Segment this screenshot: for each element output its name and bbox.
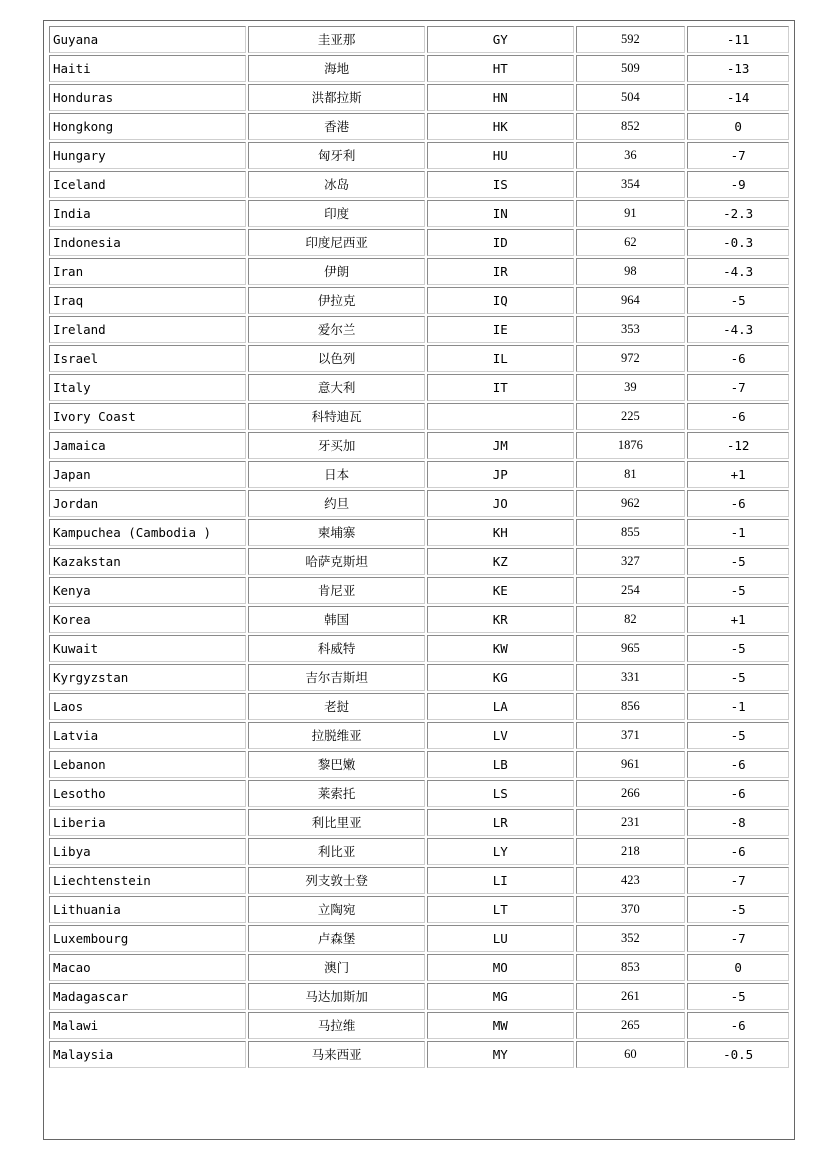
time-difference: -5	[687, 983, 789, 1010]
time-difference: -6	[687, 403, 789, 430]
country-name-english: Hongkong	[49, 113, 246, 140]
country-iso-code: LS	[427, 780, 573, 807]
dialing-code: 62	[576, 229, 686, 256]
table-row	[49, 345, 789, 372]
time-difference: -9	[687, 171, 789, 198]
dialing-code: 81	[576, 461, 686, 488]
country-name-english: Kuwait	[49, 635, 246, 662]
time-difference: -6	[687, 490, 789, 517]
time-difference: -6	[687, 780, 789, 807]
country-iso-code: KZ	[427, 548, 573, 575]
country-name-english: Iran	[49, 258, 246, 285]
dialing-code: 504	[576, 84, 686, 111]
time-difference: -7	[687, 925, 789, 952]
dialing-code: 265	[576, 1012, 686, 1039]
dialing-code: 371	[576, 722, 686, 749]
country-iso-code: MO	[427, 954, 573, 981]
country-name-english: Japan	[49, 461, 246, 488]
time-difference: -6	[687, 838, 789, 865]
country-name-chinese: 马来西亚	[248, 1041, 425, 1068]
dialing-code: 82	[576, 606, 686, 633]
country-iso-code: LI	[427, 867, 573, 894]
country-iso-code: JO	[427, 490, 573, 517]
country-name-chinese: 拉脱维亚	[248, 722, 425, 749]
country-name-chinese: 香港	[248, 113, 425, 140]
country-name-chinese: 爱尔兰	[248, 316, 425, 343]
time-difference: -14	[687, 84, 789, 111]
table-row	[49, 664, 789, 691]
dialing-code: 352	[576, 925, 686, 952]
country-iso-code: LU	[427, 925, 573, 952]
table-row	[49, 867, 789, 894]
country-iso-code: HT	[427, 55, 573, 82]
time-difference: 0	[687, 954, 789, 981]
time-difference: 0	[687, 113, 789, 140]
country-name-english: Iceland	[49, 171, 246, 198]
dialing-code: 60	[576, 1041, 686, 1068]
country-name-english: Iraq	[49, 287, 246, 314]
country-name-english: Indonesia	[49, 229, 246, 256]
table-row	[49, 1012, 789, 1039]
time-difference: -2.3	[687, 200, 789, 227]
table-row	[49, 809, 789, 836]
time-difference: -1	[687, 693, 789, 720]
country-name-english: Kazakstan	[49, 548, 246, 575]
country-iso-code	[427, 403, 573, 430]
dialing-code: 354	[576, 171, 686, 198]
dialing-code: 592	[576, 26, 686, 53]
country-iso-code: IQ	[427, 287, 573, 314]
country-name-english: Hungary	[49, 142, 246, 169]
country-name-chinese: 科特迪瓦	[248, 403, 425, 430]
time-difference: -5	[687, 287, 789, 314]
dialing-code: 98	[576, 258, 686, 285]
country-name-chinese: 肯尼亚	[248, 577, 425, 604]
country-name-english: Latvia	[49, 722, 246, 749]
time-difference: +1	[687, 461, 789, 488]
country-name-english: Madagascar	[49, 983, 246, 1010]
country-iso-code: MG	[427, 983, 573, 1010]
country-name-chinese: 老挝	[248, 693, 425, 720]
country-iso-code: JM	[427, 432, 573, 459]
country-name-english: India	[49, 200, 246, 227]
country-name-english: Laos	[49, 693, 246, 720]
country-iso-code: KH	[427, 519, 573, 546]
dialing-code: 853	[576, 954, 686, 981]
dialing-code: 1876	[576, 432, 686, 459]
time-difference: -7	[687, 142, 789, 169]
dialing-code: 855	[576, 519, 686, 546]
dialing-code: 856	[576, 693, 686, 720]
country-name-chinese: 印度尼西亚	[248, 229, 425, 256]
time-difference: -5	[687, 722, 789, 749]
time-difference: -5	[687, 548, 789, 575]
table-row	[49, 925, 789, 952]
table-row	[49, 403, 789, 430]
country-iso-code: HU	[427, 142, 573, 169]
country-code-table	[47, 24, 791, 1070]
time-difference: -6	[687, 1012, 789, 1039]
country-name-chinese: 列支敦士登	[248, 867, 425, 894]
country-name-chinese: 意大利	[248, 374, 425, 401]
country-iso-code: LV	[427, 722, 573, 749]
table-row	[49, 751, 789, 778]
dialing-code: 327	[576, 548, 686, 575]
time-difference: -11	[687, 26, 789, 53]
table-row	[49, 838, 789, 865]
table-row	[49, 1041, 789, 1068]
country-name-english: Malaysia	[49, 1041, 246, 1068]
time-difference: -5	[687, 664, 789, 691]
country-name-english: Kyrgyzstan	[49, 664, 246, 691]
table-row	[49, 490, 789, 517]
country-name-chinese: 圭亚那	[248, 26, 425, 53]
dialing-code: 509	[576, 55, 686, 82]
table-row	[49, 983, 789, 1010]
dialing-code: 331	[576, 664, 686, 691]
time-difference: -7	[687, 374, 789, 401]
table-row	[49, 606, 789, 633]
time-difference: -5	[687, 896, 789, 923]
country-iso-code: IT	[427, 374, 573, 401]
country-name-english: Luxembourg	[49, 925, 246, 952]
country-name-english: Haiti	[49, 55, 246, 82]
time-difference: -8	[687, 809, 789, 836]
table-row	[49, 374, 789, 401]
country-name-chinese: 伊拉克	[248, 287, 425, 314]
dialing-code: 91	[576, 200, 686, 227]
table-row	[49, 200, 789, 227]
table-row	[49, 229, 789, 256]
dialing-code: 36	[576, 142, 686, 169]
country-name-english: Honduras	[49, 84, 246, 111]
dialing-code: 964	[576, 287, 686, 314]
country-name-english: Lebanon	[49, 751, 246, 778]
country-iso-code: HN	[427, 84, 573, 111]
table-row	[49, 142, 789, 169]
time-difference: +1	[687, 606, 789, 633]
country-name-chinese: 以色列	[248, 345, 425, 372]
table-row	[49, 635, 789, 662]
time-difference: -5	[687, 635, 789, 662]
country-iso-code: HK	[427, 113, 573, 140]
country-name-chinese: 匈牙利	[248, 142, 425, 169]
country-name-chinese: 利比里亚	[248, 809, 425, 836]
country-iso-code: LT	[427, 896, 573, 923]
dialing-code: 231	[576, 809, 686, 836]
dialing-code: 39	[576, 374, 686, 401]
dialing-code: 225	[576, 403, 686, 430]
country-iso-code: ID	[427, 229, 573, 256]
country-iso-code: IR	[427, 258, 573, 285]
table-row	[49, 461, 789, 488]
time-difference: -1	[687, 519, 789, 546]
country-name-english: Ivory Coast	[49, 403, 246, 430]
dialing-code: 962	[576, 490, 686, 517]
time-difference: -6	[687, 751, 789, 778]
table-row	[49, 896, 789, 923]
country-name-chinese: 海地	[248, 55, 425, 82]
table-row	[49, 577, 789, 604]
table-row	[49, 693, 789, 720]
table-row	[49, 26, 789, 53]
country-name-chinese: 伊朗	[248, 258, 425, 285]
table-row	[49, 316, 789, 343]
country-name-chinese: 牙买加	[248, 432, 425, 459]
country-name-chinese: 哈萨克斯坦	[248, 548, 425, 575]
country-name-chinese: 澳门	[248, 954, 425, 981]
country-iso-code: GY	[427, 26, 573, 53]
country-name-english: Jamaica	[49, 432, 246, 459]
country-name-english: Liberia	[49, 809, 246, 836]
table-row	[49, 780, 789, 807]
dialing-code: 254	[576, 577, 686, 604]
country-iso-code: LA	[427, 693, 573, 720]
country-name-english: Macao	[49, 954, 246, 981]
table-row	[49, 432, 789, 459]
dialing-code: 218	[576, 838, 686, 865]
country-name-chinese: 韩国	[248, 606, 425, 633]
time-difference: -12	[687, 432, 789, 459]
table-row	[49, 113, 789, 140]
dialing-code: 261	[576, 983, 686, 1010]
time-difference: -4.3	[687, 316, 789, 343]
time-difference: -0.3	[687, 229, 789, 256]
time-difference: -6	[687, 345, 789, 372]
country-name-chinese: 莱索托	[248, 780, 425, 807]
country-name-chinese: 立陶宛	[248, 896, 425, 923]
table-row	[49, 954, 789, 981]
country-name-chinese: 黎巴嫩	[248, 751, 425, 778]
time-difference: -0.5	[687, 1041, 789, 1068]
country-name-chinese: 马达加斯加	[248, 983, 425, 1010]
country-iso-code: KG	[427, 664, 573, 691]
dialing-code: 961	[576, 751, 686, 778]
time-difference: -13	[687, 55, 789, 82]
table-row	[49, 55, 789, 82]
country-code-table-frame	[43, 20, 795, 1140]
country-iso-code: IN	[427, 200, 573, 227]
country-iso-code: MY	[427, 1041, 573, 1068]
dialing-code: 852	[576, 113, 686, 140]
table-row	[49, 171, 789, 198]
country-name-english: Kenya	[49, 577, 246, 604]
country-iso-code: IL	[427, 345, 573, 372]
country-name-chinese: 卢森堡	[248, 925, 425, 952]
time-difference: -7	[687, 867, 789, 894]
table-row	[49, 84, 789, 111]
dialing-code: 423	[576, 867, 686, 894]
country-iso-code: KW	[427, 635, 573, 662]
time-difference: -5	[687, 577, 789, 604]
country-name-english: Ireland	[49, 316, 246, 343]
dialing-code: 972	[576, 345, 686, 372]
country-iso-code: JP	[427, 461, 573, 488]
table-row	[49, 722, 789, 749]
country-name-english: Korea	[49, 606, 246, 633]
dialing-code: 370	[576, 896, 686, 923]
country-name-english: Guyana	[49, 26, 246, 53]
country-name-english: Libya	[49, 838, 246, 865]
country-name-chinese: 利比亚	[248, 838, 425, 865]
country-name-chinese: 洪都拉斯	[248, 84, 425, 111]
country-iso-code: KR	[427, 606, 573, 633]
country-iso-code: LY	[427, 838, 573, 865]
country-iso-code: LR	[427, 809, 573, 836]
country-iso-code: KE	[427, 577, 573, 604]
country-iso-code: LB	[427, 751, 573, 778]
dialing-code: 965	[576, 635, 686, 662]
table-row	[49, 548, 789, 575]
table-row	[49, 519, 789, 546]
dialing-code: 353	[576, 316, 686, 343]
country-iso-code: IS	[427, 171, 573, 198]
country-name-chinese: 柬埔寨	[248, 519, 425, 546]
country-name-chinese: 日本	[248, 461, 425, 488]
dialing-code: 266	[576, 780, 686, 807]
country-name-chinese: 吉尔吉斯坦	[248, 664, 425, 691]
country-name-english: Liechtenstein	[49, 867, 246, 894]
country-name-chinese: 印度	[248, 200, 425, 227]
country-name-english: Malawi	[49, 1012, 246, 1039]
time-difference: -4.3	[687, 258, 789, 285]
country-name-chinese: 马拉维	[248, 1012, 425, 1039]
country-name-chinese: 科威特	[248, 635, 425, 662]
country-iso-code: MW	[427, 1012, 573, 1039]
country-iso-code: IE	[427, 316, 573, 343]
country-name-english: Lithuania	[49, 896, 246, 923]
country-name-english: Kampuchea (Cambodia )	[49, 519, 246, 546]
country-name-english: Lesotho	[49, 780, 246, 807]
country-name-chinese: 冰岛	[248, 171, 425, 198]
country-name-english: Israel	[49, 345, 246, 372]
table-body	[49, 26, 789, 1068]
table-row	[49, 258, 789, 285]
table-row	[49, 287, 789, 314]
country-name-chinese: 约旦	[248, 490, 425, 517]
country-name-english: Italy	[49, 374, 246, 401]
country-name-english: Jordan	[49, 490, 246, 517]
